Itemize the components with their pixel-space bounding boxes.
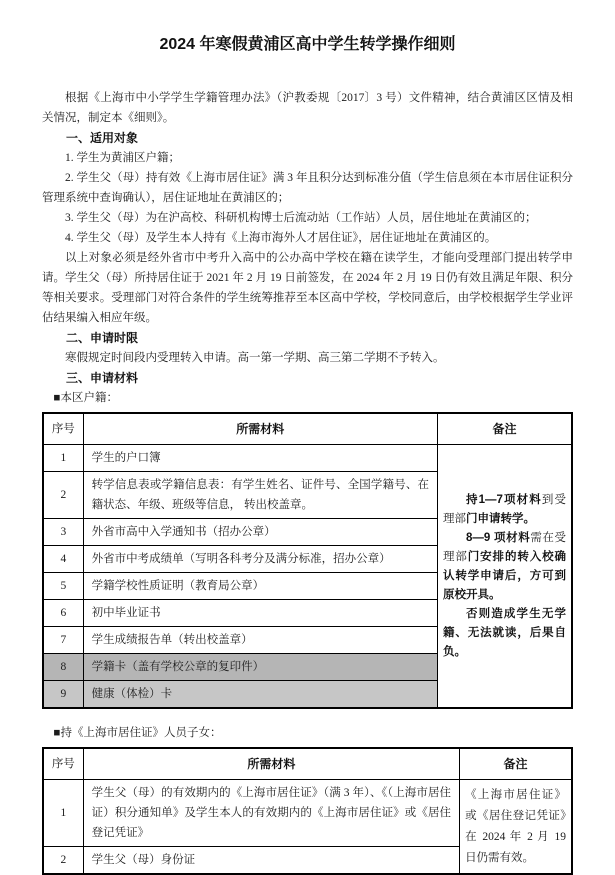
table2-header-row — [43, 748, 572, 780]
table2-col-header-no: 序号 — [43, 748, 83, 780]
intro-paragraph: 根据《上海市中小学学生学籍管理办法》（沪教委规〔2017〕3 号）文件精神，结合黄浦区区情及相关情况，制定本《细则》。 — [42, 92, 573, 124]
row-material-cell: 学生的户口簿 — [83, 445, 437, 472]
row-material-cell: 健康（体检）卡 — [83, 681, 437, 709]
remark-bold-segment: 8—9 项材料 — [465, 531, 531, 544]
row-no-cell: 9 — [43, 681, 83, 709]
list-item-1: 1. 学生为黄浦区户籍； — [65, 152, 180, 164]
row-no-cell: 1 — [43, 445, 83, 472]
row-no-cell: 5 — [43, 573, 83, 600]
table2-row-1 — [43, 780, 572, 847]
table1-col-header-no: 序号 — [43, 413, 83, 445]
materials-table-residence-permit — [42, 747, 573, 875]
table2-col-header-remark: 备注 — [460, 748, 572, 780]
row-no-cell: 8 — [43, 654, 83, 681]
remark-normal-segment: 到受理部 — [442, 493, 566, 525]
section-heading-2: 二、申请时限 — [66, 331, 139, 345]
materials-table-local-residence — [42, 412, 573, 709]
section2-body: 寒假规定时间段内受理转入申请。高一第一学期、高三第二学期不予转入。 — [65, 352, 445, 364]
row-material-cell: 学籍学校性质证明（教育局公章） — [83, 573, 437, 600]
row-material-cell: 外省市高中入学通知书（招办公章） — [83, 519, 437, 546]
row-material-cell: 学生成绩报告单（转出校盖章） — [83, 627, 437, 654]
table1-col-header-material: 所需材料 — [83, 413, 437, 445]
row-no-cell: 2 — [43, 847, 83, 875]
remark-bold-segment: 门申请转学。 — [465, 512, 535, 525]
row-no-cell: 2 — [43, 472, 83, 519]
row-no-cell: 4 — [43, 546, 83, 573]
row-material-cell: 学生父（母）的有效期内的《上海市居住证》（满 3 年）、《（上海市居住证）积分通知单》及学生本人的有效期内的《上海市居住证》或《居住登记凭证》 — [83, 780, 459, 847]
eligibility-note: 以上对象必须是经外省市中考升入高中的公办高中学校在籍在读学生，才能向受理部门提出转学申请。学生父（母）所持居住证于 2021 年 2 月 19 日前签发，在 2024 年 2 月 19 日仍有效且满足年限、积分等相关要求。受理部门对符合条件的学生统筹推荐至本区高中学校，学校同意后，由学校根据学生学业评估结果编入相应年级。 — [42, 252, 573, 324]
row-material-cell: 学籍卡（盖有学校公章的复印件） — [83, 654, 437, 681]
row-material-cell: 初中毕业证书 — [83, 600, 437, 627]
row-no-cell: 7 — [43, 627, 83, 654]
remark-normal-segment: 需在受理部 — [442, 531, 566, 563]
row-no-cell: 6 — [43, 600, 83, 627]
row-no-cell: 3 — [43, 519, 83, 546]
section-heading-3: 三、申请材料 — [66, 371, 139, 385]
table1-remark-cell — [437, 445, 572, 709]
remark-bold-segment: 门安排的转入校确认转学申请后，方可到原校开具。 — [442, 550, 567, 601]
page-title: 2024 年寒假黄浦区高中学生转学操作细则 — [159, 36, 456, 53]
remark-paragraph-1 — [443, 491, 566, 529]
table1-header-row — [43, 413, 572, 445]
list-item-2: 2. 学生父（母）持有效《上海市居住证》满 3 年且积分达到标准分值（学生信息须在本市居住证积分管理系统中查询确认），居住证地址在黄浦区的； — [42, 172, 573, 204]
remark-paragraph-2 — [443, 529, 566, 605]
section-heading-1: 一、适用对象 — [66, 131, 139, 145]
remark-bold-segment: 持1—7项材料 — [465, 493, 542, 506]
table1-label: ■本区户籍： — [53, 392, 118, 404]
row-material-cell: 外省市中考成绩单（写明各科考分及满分标准，招办公章） — [83, 546, 437, 573]
table2-col-header-material: 所需材料 — [83, 748, 459, 780]
remark-bold-segment: 否则造成学生无学籍、无法就读，后果自负。 — [442, 607, 566, 658]
list-item-3: 3. 学生父（母）为在沪高校、科研机构博士后流动站（工作站）人员，居住地址在黄浦区的； — [65, 212, 537, 224]
table1-row-1 — [43, 445, 572, 472]
table2-remark-cell — [460, 780, 572, 875]
remark-paragraph-3 — [443, 605, 566, 662]
list-item-4: 4. 学生父（母）及学生本人持有《上海市海外人才居住证》，居住证地址在黄浦区的。 — [65, 232, 497, 244]
table2-label: ■持《上海市居住证》人员子女： — [53, 727, 222, 739]
table1-col-header-remark: 备注 — [437, 413, 572, 445]
row-material-cell: 转学信息表或学籍信息表：有学生姓名、证件号、全国学籍号、在籍状态、年级、班级等信息， 转出校盖章。 — [83, 472, 437, 519]
row-material-cell: 学生父（母）身份证 — [83, 847, 459, 875]
table2-remark-text: 《上海市居住证》或《居住登记凭证》在 2024 年 2 月 19 日仍需有效。 — [465, 788, 566, 864]
row-no-cell: 1 — [43, 780, 83, 847]
